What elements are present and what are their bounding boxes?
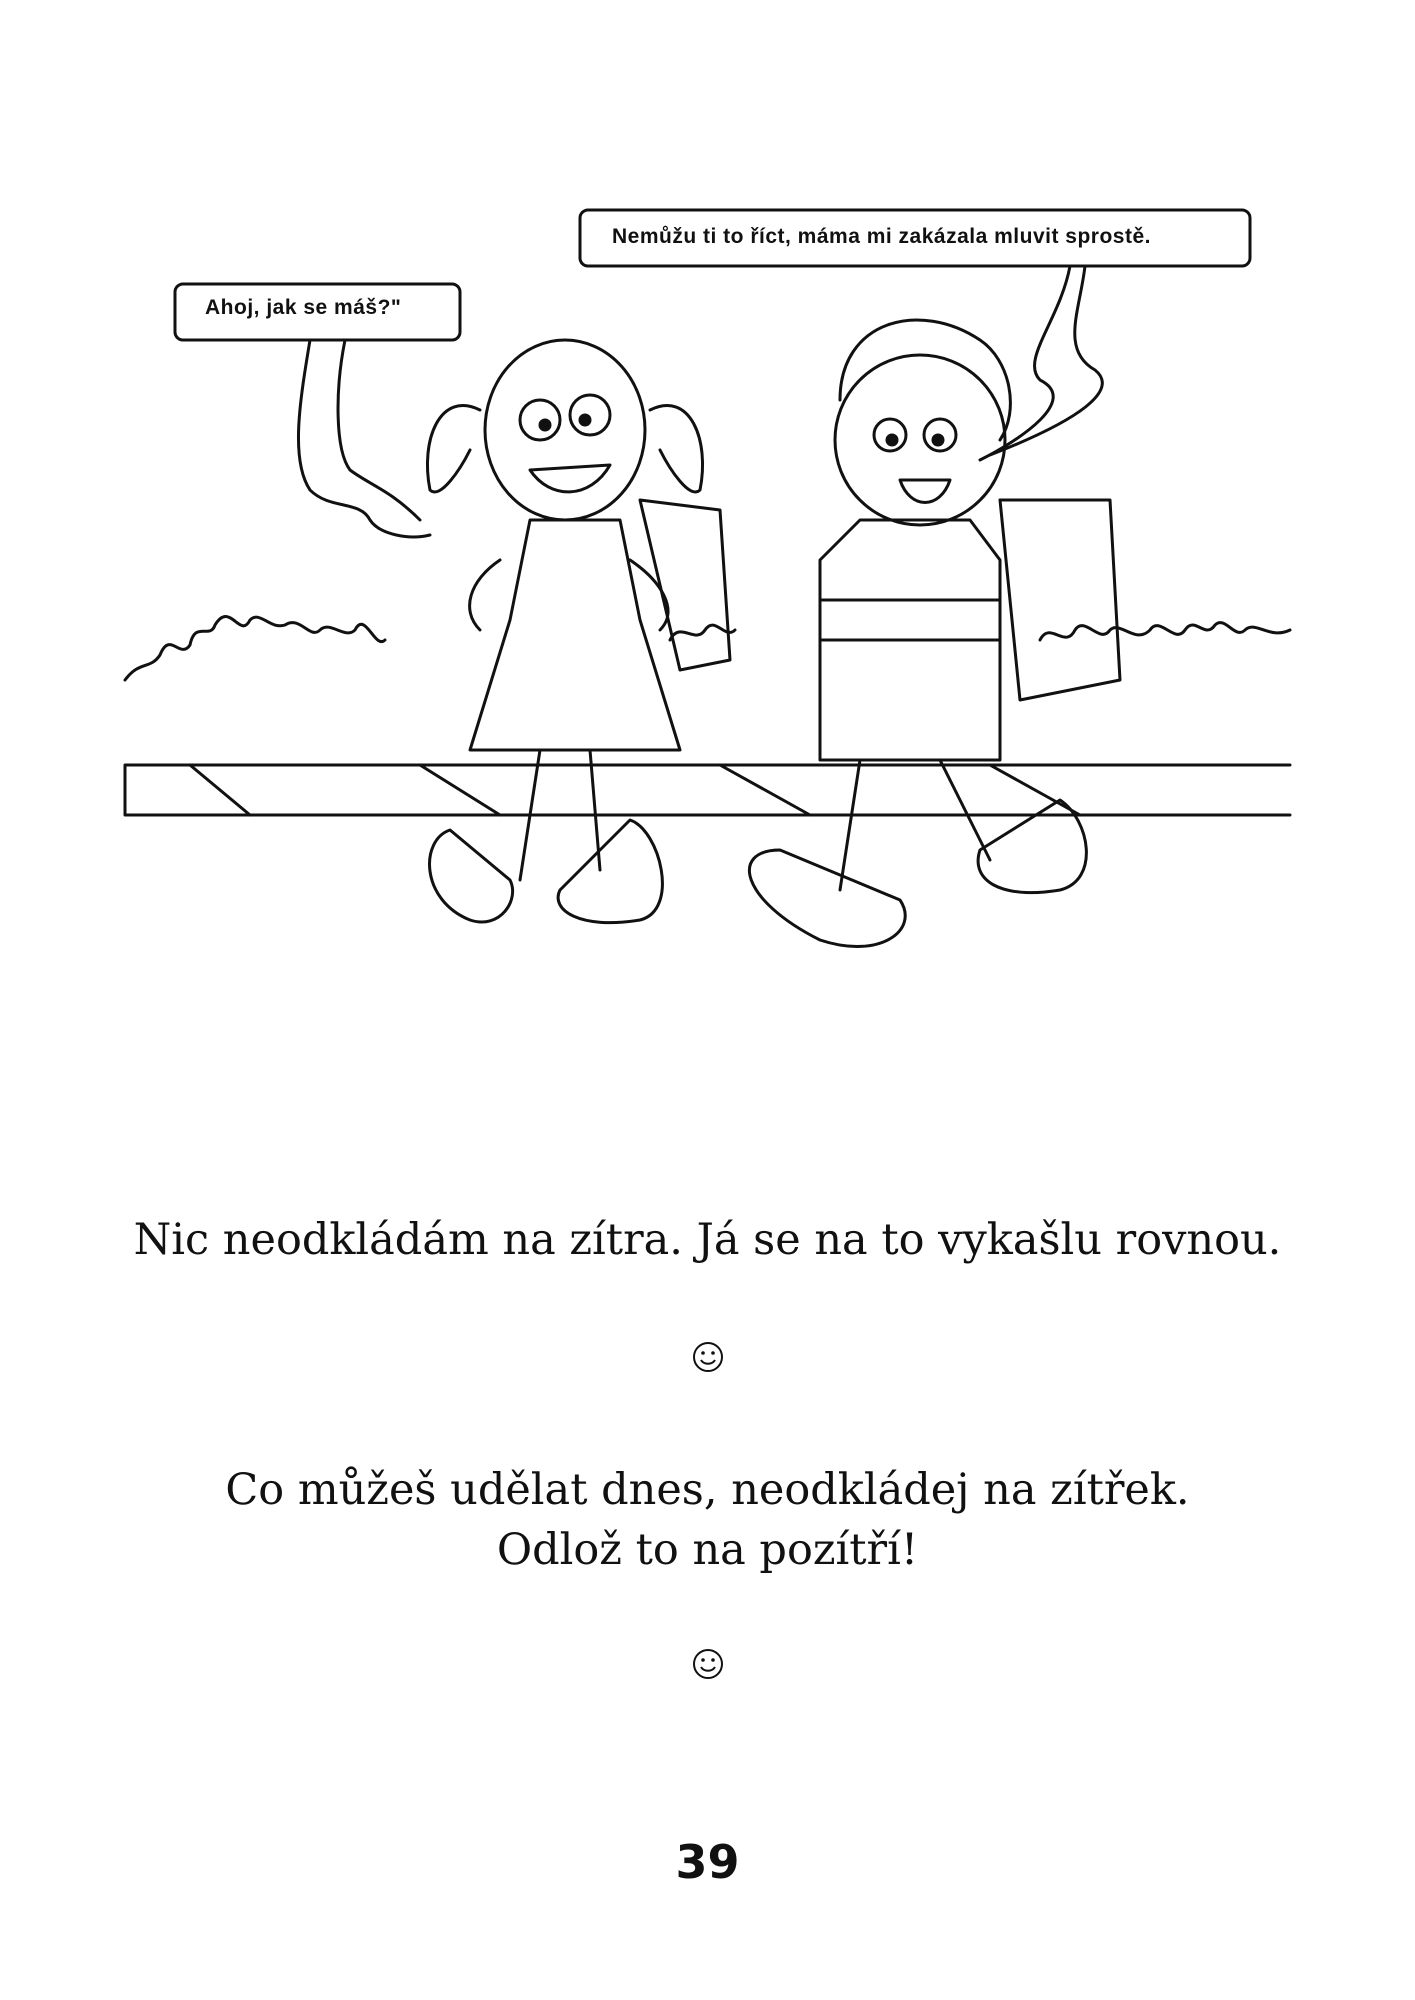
- cartoon-illustration: [120, 200, 1300, 1000]
- smiley-icon: [691, 1647, 725, 1681]
- joke-2-line-2: Odlož to na pozítří!: [496, 1525, 919, 1575]
- speech-bubble-boy-text: Nemůžu ti to říct, máma mi zakázala mluvit sprostě.: [612, 225, 1151, 248]
- joke-2-line-1: Co můžeš udělat dnes, neodkládej na zítřek.: [225, 1465, 1190, 1515]
- speech-bubble-girl-tail: [298, 340, 430, 537]
- sidewalk: [125, 765, 1290, 815]
- joke-1: Nic neodkládám na zítra. Já se na to vykašlu rovnou.: [133, 1215, 1282, 1265]
- speech-bubble-boy-tail: [980, 266, 1102, 460]
- bushes: [125, 616, 1290, 680]
- page-number: 39: [675, 1835, 740, 1889]
- boy-figure: [749, 320, 1120, 946]
- smiley-icon: [691, 1340, 725, 1374]
- speech-bubble-girl-text: Ahoj, jak se máš?": [205, 296, 402, 319]
